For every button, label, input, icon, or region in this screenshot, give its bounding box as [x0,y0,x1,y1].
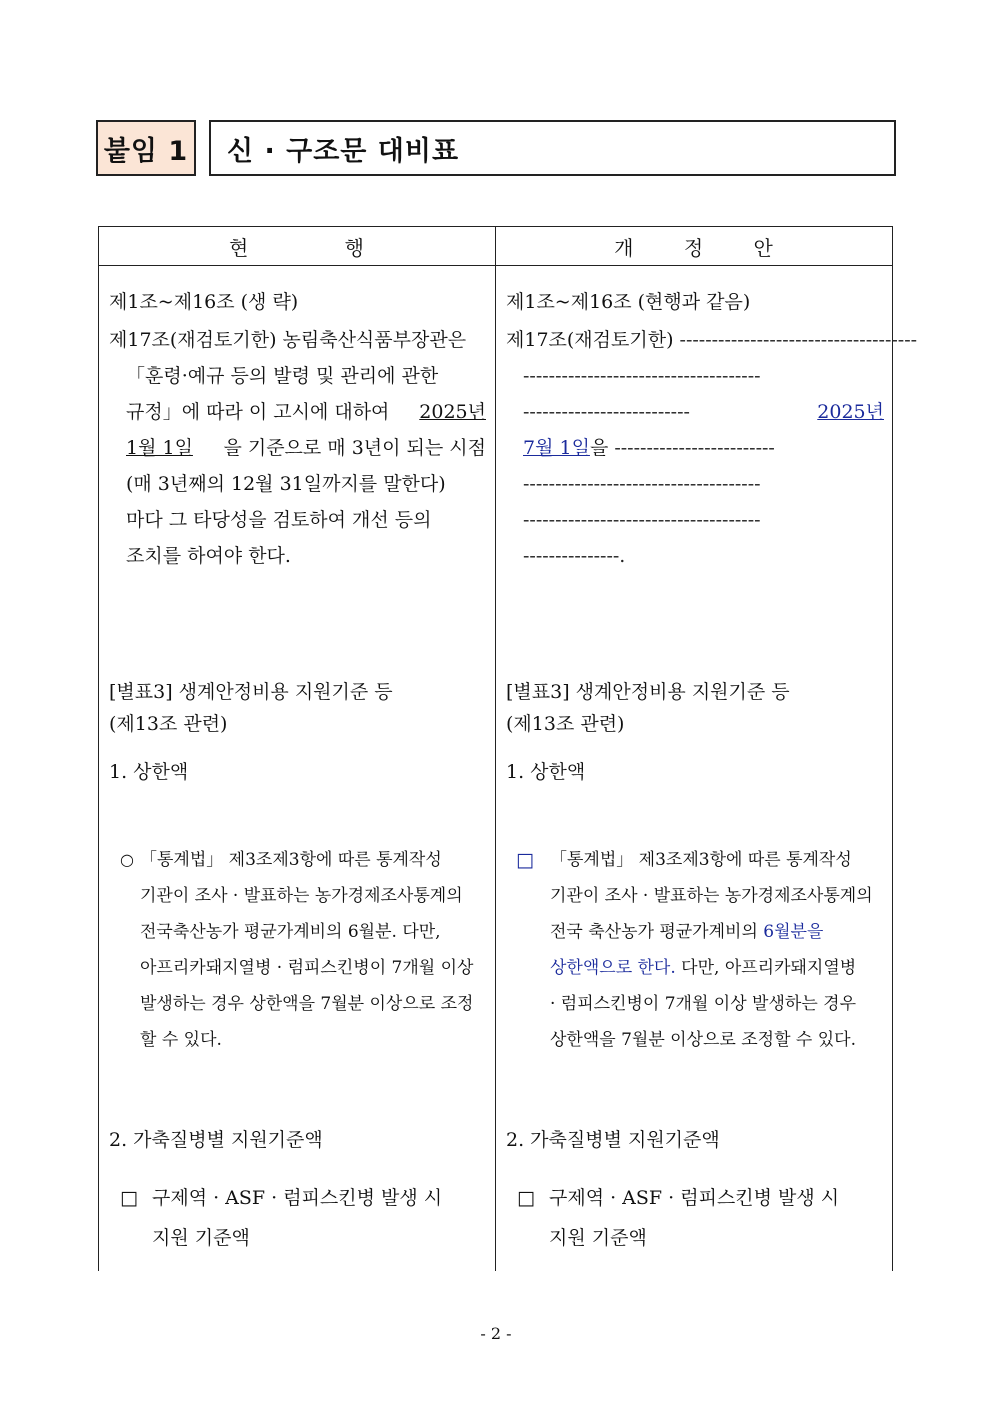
revised-sec1: 제1조~제16조 (현행과 같음) [506,291,751,313]
current-item2: 2. 가축질병별 지원기준액 [109,1129,323,1151]
revised-para-line2: 기관이 조사 · 발표하는 농가경제조사통계의 [550,886,873,906]
revised-annex-line1: [별표3] 생계안정비용 지원기준 등 [506,681,790,703]
current-sub-line2: 지원 기준액 [152,1227,250,1249]
current-sub-box: □ [120,1187,138,1209]
current-para-line6: 할 수 있다. [140,1030,222,1050]
revised-art17-line1: 제17조(재검토기한) ------------------------------------- [506,329,918,351]
table-border-right [892,227,893,1271]
page-number: - 2 - [480,1324,512,1343]
revised-para-line1: 「통계법」 제3조제3항에 따른 통계작성 [550,850,852,870]
current-art17-line7: 조치를 하여야 한다. [126,545,291,567]
current-annex-line2: (제13조 관련) [109,713,228,735]
current-para-line2: 기관이 조사 · 발표하는 농가경제조사통계의 [140,886,463,906]
revised-dash-line6: ------------------------------------- [523,509,761,531]
revised-annex-line2: (제13조 관련) [506,713,625,735]
current-art17-line3: 규정」에 따라 이 고시에 대하여 2025년 [126,401,486,423]
revised-para-line3: 전국 축산농가 평균가계비의 6월분을 [550,922,824,942]
revised-item1: 1. 상한액 [506,761,586,783]
current-bullet: ○ [120,850,134,869]
current-date-year: 2025년 [419,401,486,423]
revised-sub-line2: 지원 기준액 [549,1227,647,1249]
revised-para-line5: · 럼피스킨병이 7개월 이상 발생하는 경우 [550,994,856,1014]
current-item1: 1. 상한액 [109,761,189,783]
current-para-line4: 아프리카돼지열병 · 럼피스킨병이 7개월 이상 [140,958,474,978]
revised-bullet-box: □ [516,849,534,871]
current-art17-line1: 제17조(재검토기한) 농림축산식품부장관은 [109,329,467,351]
attachment-tag: 붙임 1 [96,120,196,176]
revised-upper-limit-phrase: 상한액으로 한다. [550,958,676,978]
revised-item2: 2. 가축질병별 지원기준액 [506,1129,720,1151]
column-header-revised [495,227,892,265]
revised-dash-line5: ------------------------------------- [523,473,761,495]
current-art17-line4: 1월 1일 을 기준으로 매 3년이 되는 시점 [126,437,486,459]
revised-para-line6: 상한액을 7월분 이상으로 조정할 수 있다. [550,1030,856,1050]
current-annex-line1: [별표3] 생계안정비용 지원기준 등 [109,681,393,703]
page-title-text: 신 · 구조문 대비표 [227,135,460,167]
revised-date-year: 2025년 [817,401,884,423]
table-divider [495,227,496,1271]
column-header-current [98,227,495,265]
current-date-day: 1월 1일 [126,437,193,459]
page-title [209,120,896,176]
current-art17-line6: 마다 그 타당성을 검토하여 개선 등의 [126,509,432,531]
header-divider [98,265,893,266]
revised-para-line4: 상한액으로 한다. 다만, 아프리카돼지열병 [550,958,857,978]
column-header-revised-text: 개 정 안 [614,235,773,260]
revised-sub-box: □ [517,1187,535,1209]
revised-six-months: 6월분을 [763,922,824,942]
current-art17-line5: (매 3년째의 12월 31일까지를 말한다) [126,473,446,495]
revised-dash-line2: ------------------------------------- [523,365,761,387]
current-para-line5: 발생하는 경우 상한액을 7월분 이상으로 조정 [140,994,474,1014]
column-header-current-text: 현 행 [229,235,364,260]
table-border-left [98,227,99,1271]
current-sub-line1: 구제역 · ASF · 럼피스킨병 발생 시 [152,1187,443,1209]
current-art17-line2: 「훈령·예규 등의 발령 및 관리에 관한 [126,365,439,387]
revised-art17-line3: -------------------------- 2025년 [523,401,884,423]
revised-art17-line4: 7월 1일을 ------------------------- [523,437,775,459]
current-para-line3: 전국축산농가 평균가계비의 6월분. 다만, [140,922,441,942]
revised-date-day: 7월 1일 [523,437,590,459]
revised-dash-end: ---------------. [523,545,626,567]
current-para-line1: 「통계법」 제3조제3항에 따른 통계작성 [140,850,442,870]
current-sec1: 제1조~제16조 (생 략) [109,291,299,313]
comparison-table [98,226,918,1271]
revised-sub-line1: 구제역 · ASF · 럼피스킨병 발생 시 [549,1187,840,1209]
